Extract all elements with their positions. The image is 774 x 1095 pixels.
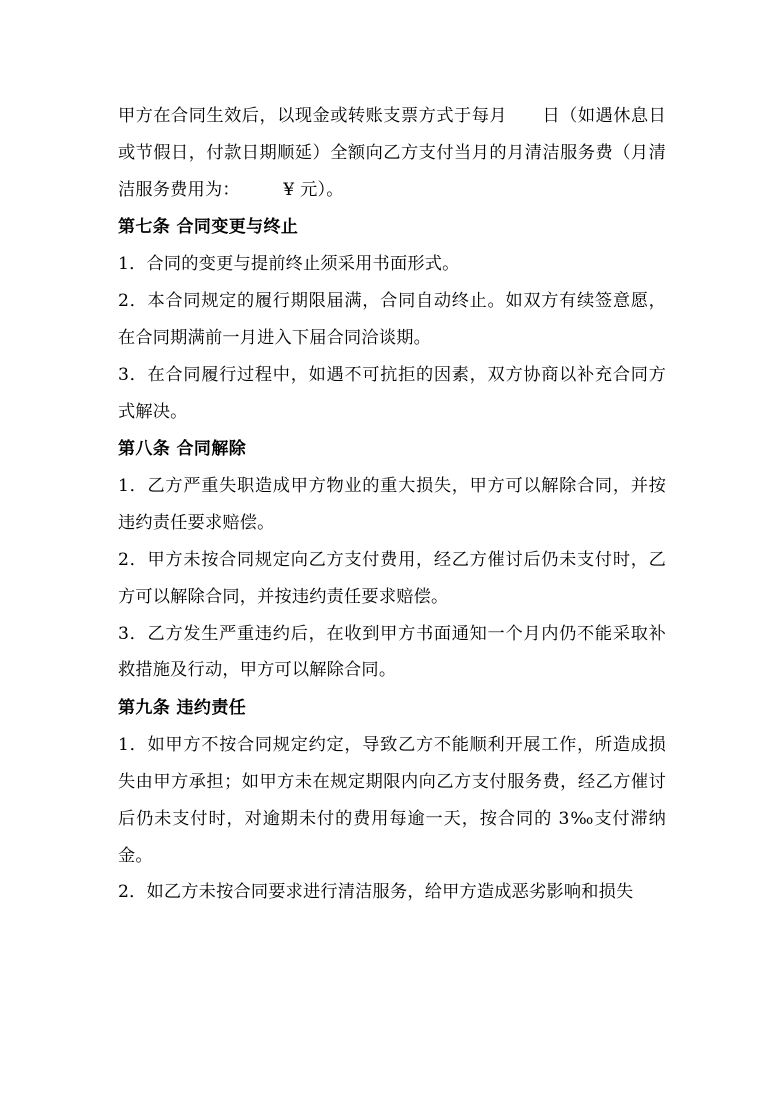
article-7-item-3: 3．在合同履行过程中，如遇不可抗拒的因素，双方协商以补充合同方式解决。 <box>118 364 666 422</box>
article-7-item-1: 1．合同的变更与提前终止须采用书面形式。 <box>118 254 460 275</box>
article-8-item-3: 3．乙方发生严重违约后，在收到甲方书面通知一个月内仍不能采取补救措施及行动，甲方可以解除合同。 <box>118 623 666 681</box>
payment-terms-paragraph: 甲方在合同生效后，以现金或转账支票方式于每月 日（如遇休息日或节假日，付款日期顺延）全额向乙方支付当月的月清洁服务费（月清洁服务费用为： ¥ 元）。 <box>118 106 666 200</box>
article-9-heading: 第九条 违约责任 <box>118 698 247 719</box>
document-body <box>118 98 666 911</box>
article-8-item-1: 1．乙方严重失职造成甲方物业的重大损失，甲方可以解除合同，并按违约责任要求赔偿。 <box>118 476 666 534</box>
article-8-heading: 第八条 合同解除 <box>118 439 247 460</box>
article-9-item-2: 2．如乙方未按合同要求进行清洁服务，给甲方造成恶劣影响和损失 <box>118 882 634 903</box>
article-8-item-2: 2．甲方未按合同规定向乙方支付费用，经乙方催讨后仍未支付时，乙方可以解除合同，并按违约责任要求赔偿。 <box>118 549 666 607</box>
article-9-item-1: 1．如甲方不按合同规定约定，导致乙方不能顺利开展工作，所造成损失由甲方承担；如甲方未在规定期限内向乙方支付服务费，经乙方催讨后仍未支付时，对逾期未付的费用每逾一天，按合同的 3‰支付滞纳金。 <box>118 735 666 866</box>
article-7-item-2: 2．本合同规定的履行期限届满，合同自动终止。如双方有续签意愿，在合同期满前一月进入下届合同洽谈期。 <box>118 291 666 348</box>
article-7-heading: 第七条 合同变更与终止 <box>118 217 299 238</box>
